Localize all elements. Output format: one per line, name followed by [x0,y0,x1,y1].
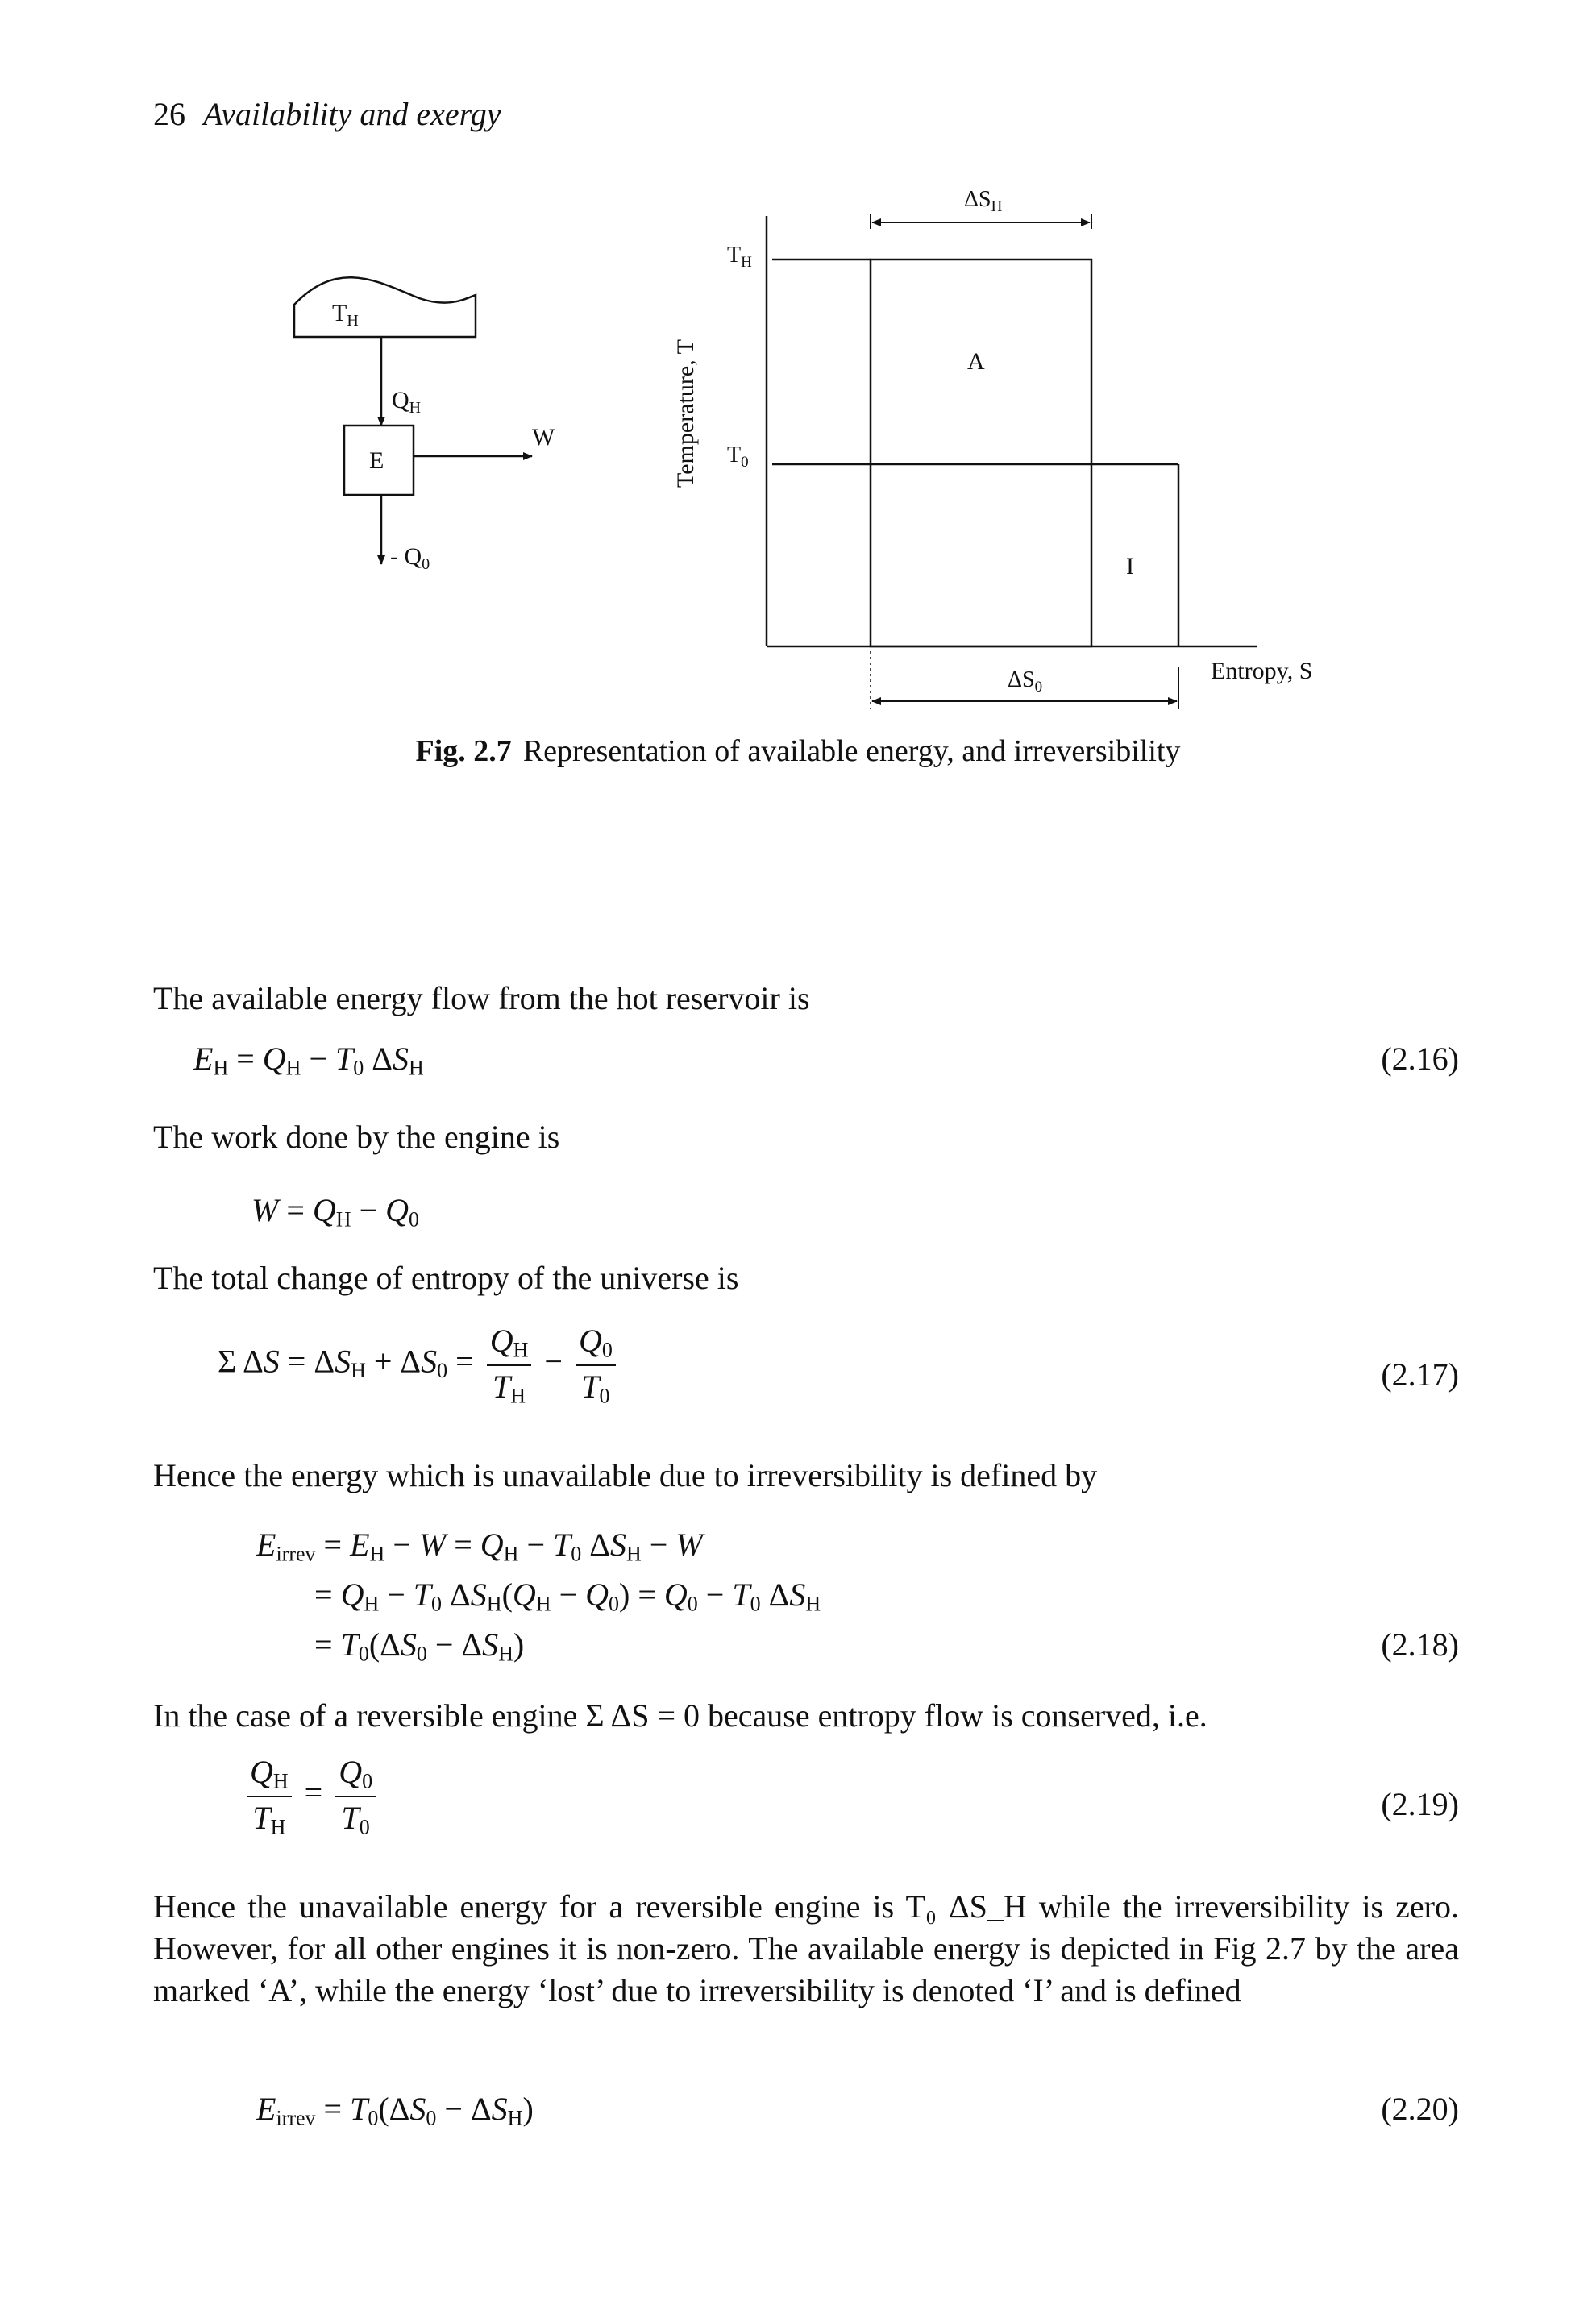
running-title: Availability and exergy [203,96,501,132]
figure-caption-text: Representation of available energy, and irreversibility [522,734,1181,768]
equation-number: (2.20) [1381,2091,1459,2127]
ts-diagram [672,187,1312,709]
equation-body: $E_H = Q_H - T_0$ $\Delta S_H$ [193,1041,424,1080]
paragraph-2: The work done by the engine is [153,1119,560,1155]
equation-body: $\frac{Q_H}{T_H}$ = $\frac{Q_0}{T_0}$ [242,1753,380,1839]
area-i-label: I [1126,553,1134,579]
equation-body: $W = Q_H - Q_0$ [251,1192,420,1232]
heat-out-label: - $Q_0$ [390,543,430,573]
paragraph-6: Hence the unavailable energy for a reversible engine is T₀ ΔS_H while the irreversibility is zero. However, for all other engines it is non-zero. The available energy is depicted in Fig 2.7 by the area marked ‘A’, while the energy ‘lost’ due to irreversibility is denoted ‘I’ and is defined [153,1888,1459,2008]
paragraph-3: The total change of entropy of the universe is [153,1260,739,1296]
area-a-box [871,260,1091,646]
equation-number: (2.19) [1381,1786,1459,1822]
ds0-label: $\Delta S_0$ [1008,667,1043,696]
paragraph-5: In the case of a reversible engine Σ ΔS = 0 because entropy flow is conserved, i.e. [153,1697,1207,1734]
equation-body: Σ $\Delta S = \Delta S_H + \Delta S_0$ = $\frac{Q_H}{T_H}$ − $\frac{Q_0}{T_0}$ [218,1322,621,1408]
equation-body: = $T_0(\Delta S_0 - \Delta S_H)$ [314,1626,525,1666]
x-axis-label: Entropy, S [1211,658,1313,684]
engine-schematic [294,277,555,573]
figure-caption [0,733,1596,769]
heat-in-label: $Q_H$ [392,387,422,417]
hot-reservoir [294,277,476,337]
equation-number: (2.18) [1381,1626,1459,1663]
area-a-label: A [967,348,985,375]
work-label: W [532,424,555,451]
page-number: 26 [153,96,185,132]
equation-body: $E_{irrev} = T_0(\Delta S_0 - \Delta S_H)$ [256,2091,534,2130]
equation-number: (2.17) [1381,1356,1459,1393]
dsh-label: $\Delta S_H$ [964,187,1003,215]
y-axis-label: Temperature, T [672,339,699,488]
t0-label: $T_0$ [727,442,749,471]
paragraph-1: The available energy flow from the hot reservoir is [153,980,810,1016]
equation-body: = $Q_H - T_0$ $\Delta S_H(Q_H - Q_0) = Q_0 - T_0$ $\Delta S_H$ [314,1576,821,1616]
figure-number: Fig. 2.7 [415,734,512,768]
equation-body: $E_{irrev} = E_H - W = Q_H - T_0$ $\Delta S_H - W$ [256,1526,703,1566]
engine-label: E [369,447,384,474]
reservoir-label: $T_H$ [332,300,359,330]
paragraph-4: Hence the energy which is unavailable due to irreversibility is defined by [153,1457,1098,1493]
th-label: $T_H$ [727,243,752,271]
figure-2-7 [0,0,1596,725]
equation-number: (2.16) [1381,1041,1459,1077]
